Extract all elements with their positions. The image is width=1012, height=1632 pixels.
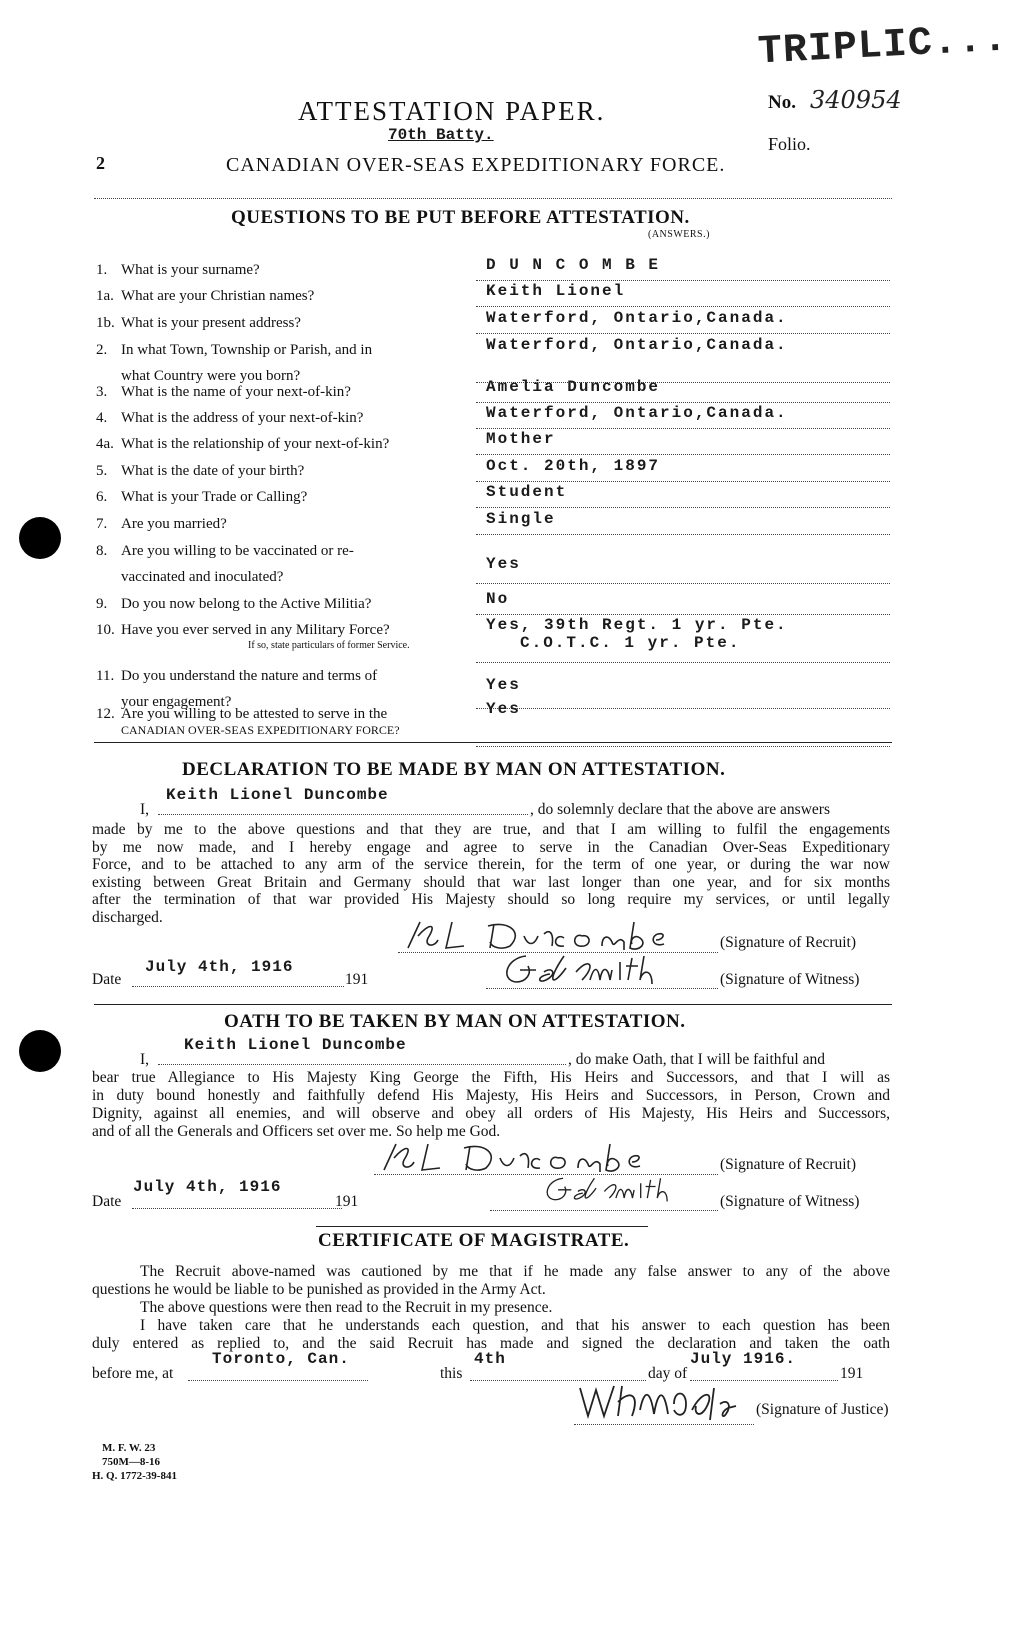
question-number: 4a.	[96, 436, 114, 452]
answer-text-continued: C.O.T.C. 1 yr. Pte.	[520, 634, 741, 652]
answer-text: Waterford, Ontario,Canada.	[486, 336, 788, 354]
recruit-signature	[398, 918, 708, 952]
paragraph-line: in duty bound honestly and faithfully defend His Majesty, His Heirs and Successors, in Person, Crown and	[92, 1087, 890, 1104]
this-label: this	[440, 1365, 463, 1382]
signature-line	[486, 988, 718, 989]
question-text: What is your surname?	[121, 262, 260, 278]
unit-name: 70th Batty.	[388, 126, 494, 144]
question-text: Are you willing to be vaccinated or re-	[121, 543, 354, 559]
print-run: 750M—8-16	[102, 1456, 161, 1468]
answer-line	[476, 614, 890, 615]
declaration-heading: DECLARATION TO BE MADE BY MAN ON ATTESTATION.	[182, 759, 726, 780]
question-number: 5.	[96, 463, 108, 479]
punch-hole	[19, 517, 61, 559]
answer-line	[476, 454, 890, 455]
question-text: Do you understand the nature and terms of	[121, 668, 378, 684]
paragraph-line: Force, and to be attached to any arm of the service therein, for the term of one year, or during the war now	[92, 856, 890, 874]
declaration-date: July 4th, 1916	[145, 958, 294, 976]
attestation-month-year: July 1916.	[690, 1350, 797, 1368]
question-text: What is the address of your next-of-kin?	[121, 410, 364, 426]
form-code: M. F. W. 23	[102, 1442, 156, 1454]
date-line	[132, 986, 344, 987]
paragraph-line: bear true Allegiance to His Majesty King George the Fifth, His Heirs and Successors, and that I will as	[92, 1069, 890, 1086]
answer-line	[476, 428, 890, 429]
certificate-heading: CERTIFICATE OF MAGISTRATE.	[318, 1230, 630, 1251]
divider	[94, 742, 892, 743]
question-text: What is the relationship of your next-of-kin?	[121, 436, 390, 452]
paragraph-line: The Recruit above-named was cautioned by me that if he made any false answer to any of the above	[140, 1263, 890, 1280]
witness-signature	[486, 952, 716, 986]
paragraph-line: duly entered as replied to, and the said Recruit has made and signed the declaration and taken the oath	[92, 1335, 890, 1352]
answers-label: (ANSWERS.)	[648, 229, 710, 240]
question-text-continued: your engagement?	[121, 694, 232, 710]
answer-text: Student	[486, 483, 568, 501]
question-text: Do you now belong to the Active Militia?	[121, 596, 372, 612]
paragraph-line: after the termination of that war provided His Majesty should so long require my services, or until legally	[92, 891, 890, 909]
answer-text: Yes, 39th Regt. 1 yr. Pte.	[486, 616, 788, 634]
question-number: 4.	[96, 410, 108, 426]
punch-hole	[19, 1030, 61, 1072]
recruit-signature-label: (Signature of Recruit)	[720, 1156, 857, 1173]
recruit-signature	[374, 1140, 684, 1174]
answer-line	[476, 280, 890, 281]
answer-text: Yes	[486, 700, 521, 718]
answer-text: Single	[486, 510, 556, 528]
answer-text: Keith Lionel	[486, 282, 626, 300]
question-number: 1a.	[96, 288, 114, 304]
day-of-label: day of	[648, 1365, 688, 1382]
paragraph-line: I have taken care that he understands each question, and that his answer to each question has been	[140, 1317, 890, 1334]
paragraph-line: Dignity, against all enemies, and will observe and obey all orders of His Majesty, His Heirs and Successors,	[92, 1105, 890, 1122]
declaration-text-start: , do solemnly declare that the above are answers	[530, 801, 830, 818]
paragraph-line: questions he would be liable to be punished as provided in the Army Act.	[92, 1281, 546, 1298]
question-text: What is your Trade or Calling?	[121, 489, 308, 505]
answer-text: Yes	[486, 555, 521, 573]
answer-line	[476, 306, 890, 307]
answer-text: Amelia Duncombe	[486, 378, 661, 396]
question-number: 8.	[96, 543, 108, 559]
question-number: 7.	[96, 516, 108, 532]
place-of-attestation: Toronto, Can.	[212, 1350, 350, 1368]
answer-line	[476, 583, 890, 584]
declaration-i-label: I,	[140, 801, 150, 818]
question-number: 11.	[96, 668, 115, 684]
answer-text: Oct. 20th, 1897	[486, 457, 661, 475]
question-text: Have you ever served in any Military Force?	[121, 622, 390, 638]
question-text-continued: CANADIAN OVER-SEAS EXPEDITIONARY FORCE?	[121, 723, 400, 737]
recruit-signature-label: (Signature of Recruit)	[720, 934, 857, 951]
divider	[316, 1226, 648, 1227]
oath-recruit-name: Keith Lionel Duncombe	[184, 1036, 407, 1054]
before-me-label: before me, at	[92, 1365, 174, 1382]
triplicate-stamp: TRIPLIC...	[756, 17, 1010, 76]
witness-signature	[530, 1172, 720, 1206]
question-text-continued: If so, state particulars of former Service.	[248, 640, 410, 651]
question-text: Are you married?	[121, 516, 227, 532]
question-text: What is the name of your next-of-kin?	[121, 384, 351, 400]
paragraph-line: and of all the Generals and Officers set over me. So help me God.	[92, 1123, 501, 1140]
answer-text: Mother	[486, 430, 556, 448]
question-number: 1.	[96, 262, 108, 278]
question-number: 1b.	[96, 315, 115, 331]
questions-heading: QUESTIONS TO BE PUT BEFORE ATTESTATION.	[231, 207, 690, 228]
question-number: 6.	[96, 489, 108, 505]
paragraph-line: by me now made, and I hereby engage and agree to serve in the Canadian Over-Seas Expeditionary	[92, 838, 890, 856]
question-number: 9.	[96, 596, 108, 612]
answer-line	[476, 481, 890, 482]
oath-date: July 4th, 1916	[133, 1178, 282, 1196]
answer-line	[476, 708, 890, 709]
justice-signature-label: (Signature of Justice)	[756, 1401, 889, 1418]
question-text: What are your Christian names?	[121, 288, 315, 304]
answer-line	[476, 507, 890, 508]
date-line	[132, 1208, 342, 1209]
answer-line	[476, 402, 890, 403]
document-title: ATTESTATION PAPER.	[298, 96, 606, 126]
page-number: 2	[96, 153, 105, 173]
question-text-continued: what Country were you born?	[121, 368, 301, 384]
divider	[94, 1004, 892, 1005]
number-label: No.	[768, 92, 796, 113]
paragraph-line: made by me to the above questions and that they are true, and that I am willing to fulfil the engagements	[92, 821, 890, 838]
question-number: 10.	[96, 622, 115, 638]
signature-line	[574, 1424, 754, 1425]
divider	[94, 198, 892, 199]
question-text: In what Town, Township or Parish, and in	[121, 342, 373, 358]
answer-text: No	[486, 590, 510, 608]
answer-text: D U N C O M B E	[486, 256, 661, 274]
signature-line	[490, 1210, 718, 1211]
question-number: 12.	[96, 706, 115, 722]
folio-label: Folio.	[768, 134, 811, 154]
paragraph-line: existing between Great Britain and Germany should that war last longer than one year, and for six months	[92, 873, 890, 891]
oath-heading: OATH TO BE TAKEN BY MAN ON ATTESTATION.	[224, 1011, 686, 1032]
witness-signature-label: (Signature of Witness)	[720, 1193, 860, 1210]
question-text-continued: vaccinated and inoculated?	[121, 569, 284, 585]
question-number: 2.	[96, 342, 108, 358]
answer-line	[476, 746, 890, 747]
declaration-recruit-name: Keith Lionel Duncombe	[166, 786, 389, 804]
answer-text: Yes	[486, 676, 521, 694]
answer-line	[476, 333, 890, 334]
answer-line	[476, 534, 890, 535]
place-line	[188, 1380, 368, 1381]
paragraph-line: discharged.	[92, 909, 163, 926]
regimental-number: 340954	[810, 86, 902, 114]
answer-line	[476, 662, 890, 663]
document-subtitle: CANADIAN OVER-SEAS EXPEDITIONARY FORCE.	[226, 154, 726, 176]
question-text: What is your present address?	[121, 315, 301, 331]
justice-signature	[574, 1380, 754, 1424]
question-number: 3.	[96, 384, 108, 400]
declaration-year-prefix: 191	[345, 971, 369, 988]
hq-reference: H. Q. 1772-39-841	[92, 1470, 177, 1482]
attestation-day: 4th	[474, 1350, 506, 1368]
question-text: What is the date of your birth?	[121, 463, 305, 479]
name-line	[158, 814, 528, 815]
answer-text: Waterford, Ontario,Canada.	[486, 404, 788, 422]
certificate-year-prefix: 191	[840, 1365, 864, 1382]
oath-year-prefix: 191	[335, 1193, 359, 1210]
paragraph-line: The above questions were then read to the Recruit in my presence.	[140, 1299, 553, 1316]
declaration-date-label: Date	[92, 971, 122, 988]
name-line	[158, 1064, 566, 1065]
answer-text: Waterford, Ontario,Canada.	[486, 309, 788, 327]
question-text: Are you willing to be attested to serve in the	[121, 706, 388, 722]
oath-i-label: I,	[140, 1051, 150, 1068]
witness-signature-label: (Signature of Witness)	[720, 971, 860, 988]
oath-text-start: , do make Oath, that I will be faithful and	[568, 1051, 825, 1068]
oath-date-label: Date	[92, 1193, 122, 1210]
